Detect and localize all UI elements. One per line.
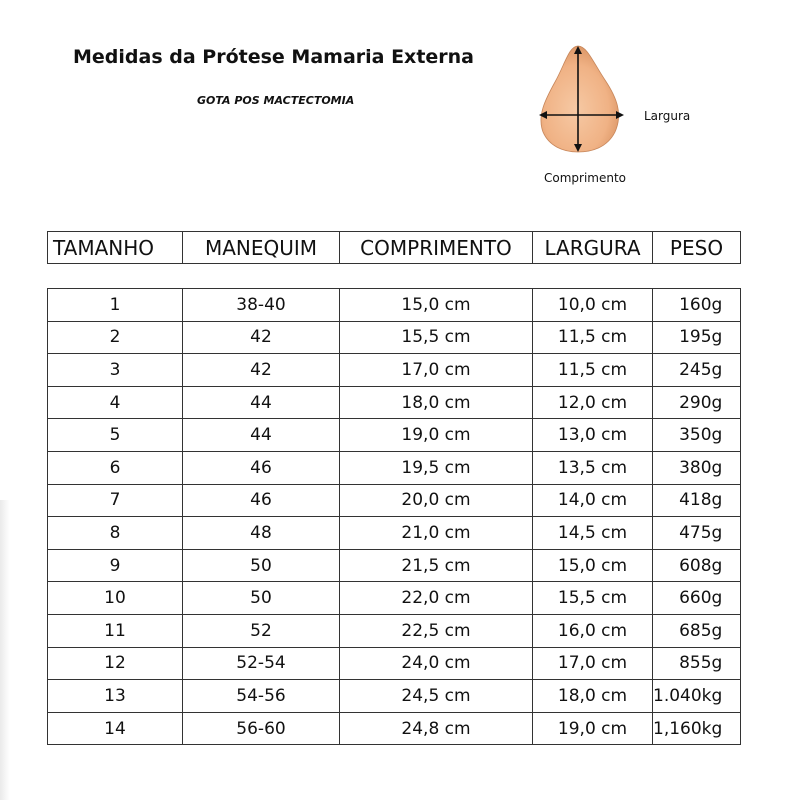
cell-weight: 290g <box>653 386 741 419</box>
cell-length: 18,0 cm <box>340 386 533 419</box>
table-row <box>48 680 741 713</box>
cell-mannequin: 46 <box>183 484 340 517</box>
table-row <box>48 549 741 582</box>
cell-mannequin: 42 <box>183 321 340 354</box>
cell-mannequin: 38-40 <box>183 289 340 322</box>
size-table-header <box>47 231 741 264</box>
width-label: Largura <box>644 109 691 123</box>
cell-width: 15,5 cm <box>533 582 653 615</box>
left-edge-shadow <box>0 500 10 800</box>
cell-width: 12,0 cm <box>533 386 653 419</box>
cell-width: 15,0 cm <box>533 549 653 582</box>
table-row <box>48 354 741 387</box>
cell-length: 21,5 cm <box>340 549 533 582</box>
cell-weight: 608g <box>653 549 741 582</box>
header-cell-tamanho: TAMANHO <box>48 232 183 264</box>
cell-weight: 380g <box>653 451 741 484</box>
cell-weight: 245g <box>653 354 741 387</box>
cell-mannequin: 52-54 <box>183 647 340 680</box>
cell-mannequin: 42 <box>183 354 340 387</box>
table-row <box>48 647 741 680</box>
table-row <box>48 582 741 615</box>
cell-width: 10,0 cm <box>533 289 653 322</box>
table-row <box>48 419 741 452</box>
cell-length: 24,5 cm <box>340 680 533 713</box>
cell-length: 24,0 cm <box>340 647 533 680</box>
length-label: Comprimento <box>544 171 627 185</box>
cell-width: 13,5 cm <box>533 451 653 484</box>
cell-width: 11,5 cm <box>533 354 653 387</box>
cell-weight: 685g <box>653 614 741 647</box>
cell-width: 14,0 cm <box>533 484 653 517</box>
cell-size: 4 <box>48 386 183 419</box>
cell-mannequin: 44 <box>183 419 340 452</box>
header-row <box>48 232 741 264</box>
cell-width: 13,0 cm <box>533 419 653 452</box>
cell-mannequin: 54-56 <box>183 680 340 713</box>
cell-size: 10 <box>48 582 183 615</box>
cell-mannequin: 50 <box>183 582 340 615</box>
cell-mannequin: 44 <box>183 386 340 419</box>
cell-mannequin: 46 <box>183 451 340 484</box>
cell-length: 17,0 cm <box>340 354 533 387</box>
header-cell-largura: LARGURA <box>533 232 653 264</box>
cell-length: 19,0 cm <box>340 419 533 452</box>
cell-size: 8 <box>48 517 183 550</box>
cell-length: 19,5 cm <box>340 451 533 484</box>
table-row <box>48 321 741 354</box>
cell-width: 16,0 cm <box>533 614 653 647</box>
cell-weight: 855g <box>653 647 741 680</box>
teardrop-prosthesis-icon <box>535 40 635 156</box>
cell-size: 5 <box>48 419 183 452</box>
cell-size: 2 <box>48 321 183 354</box>
cell-length: 20,0 cm <box>340 484 533 517</box>
cell-width: 14,5 cm <box>533 517 653 550</box>
cell-weight: 475g <box>653 517 741 550</box>
cell-size: 9 <box>48 549 183 582</box>
header-cell-manequim: MANEQUIM <box>183 232 340 264</box>
cell-size: 1 <box>48 289 183 322</box>
cell-weight: 1,160kg <box>653 712 741 745</box>
table-row <box>48 712 741 745</box>
table-row <box>48 614 741 647</box>
cell-length: 22,0 cm <box>340 582 533 615</box>
table-row <box>48 517 741 550</box>
cell-length: 15,5 cm <box>340 321 533 354</box>
table-row <box>48 289 741 322</box>
cell-size: 12 <box>48 647 183 680</box>
cell-size: 13 <box>48 680 183 713</box>
cell-mannequin: 48 <box>183 517 340 550</box>
table-row <box>48 484 741 517</box>
cell-weight: 350g <box>653 419 741 452</box>
header-cell-peso: PESO <box>653 232 741 264</box>
cell-size: 14 <box>48 712 183 745</box>
cell-weight: 660g <box>653 582 741 615</box>
cell-weight: 195g <box>653 321 741 354</box>
cell-size: 7 <box>48 484 183 517</box>
cell-length: 22,5 cm <box>340 614 533 647</box>
cell-length: 21,0 cm <box>340 517 533 550</box>
cell-width: 18,0 cm <box>533 680 653 713</box>
cell-weight: 160g <box>653 289 741 322</box>
page-title: Medidas da Prótese Mamaria Externa <box>73 46 475 68</box>
cell-size: 6 <box>48 451 183 484</box>
cell-length: 24,8 cm <box>340 712 533 745</box>
cell-length: 15,0 cm <box>340 289 533 322</box>
table-row <box>48 451 741 484</box>
cell-width: 19,0 cm <box>533 712 653 745</box>
header-cell-comprimento: COMPRIMENTO <box>340 232 533 264</box>
cell-width: 11,5 cm <box>533 321 653 354</box>
cell-mannequin: 50 <box>183 549 340 582</box>
size-table <box>47 288 741 745</box>
page-subtitle: GOTA POS MACTECTOMIA <box>197 94 355 107</box>
table-row <box>48 386 741 419</box>
cell-weight: 418g <box>653 484 741 517</box>
cell-width: 17,0 cm <box>533 647 653 680</box>
cell-mannequin: 52 <box>183 614 340 647</box>
cell-size: 11 <box>48 614 183 647</box>
cell-weight: 1.040kg <box>653 680 741 713</box>
cell-mannequin: 56-60 <box>183 712 340 745</box>
cell-size: 3 <box>48 354 183 387</box>
